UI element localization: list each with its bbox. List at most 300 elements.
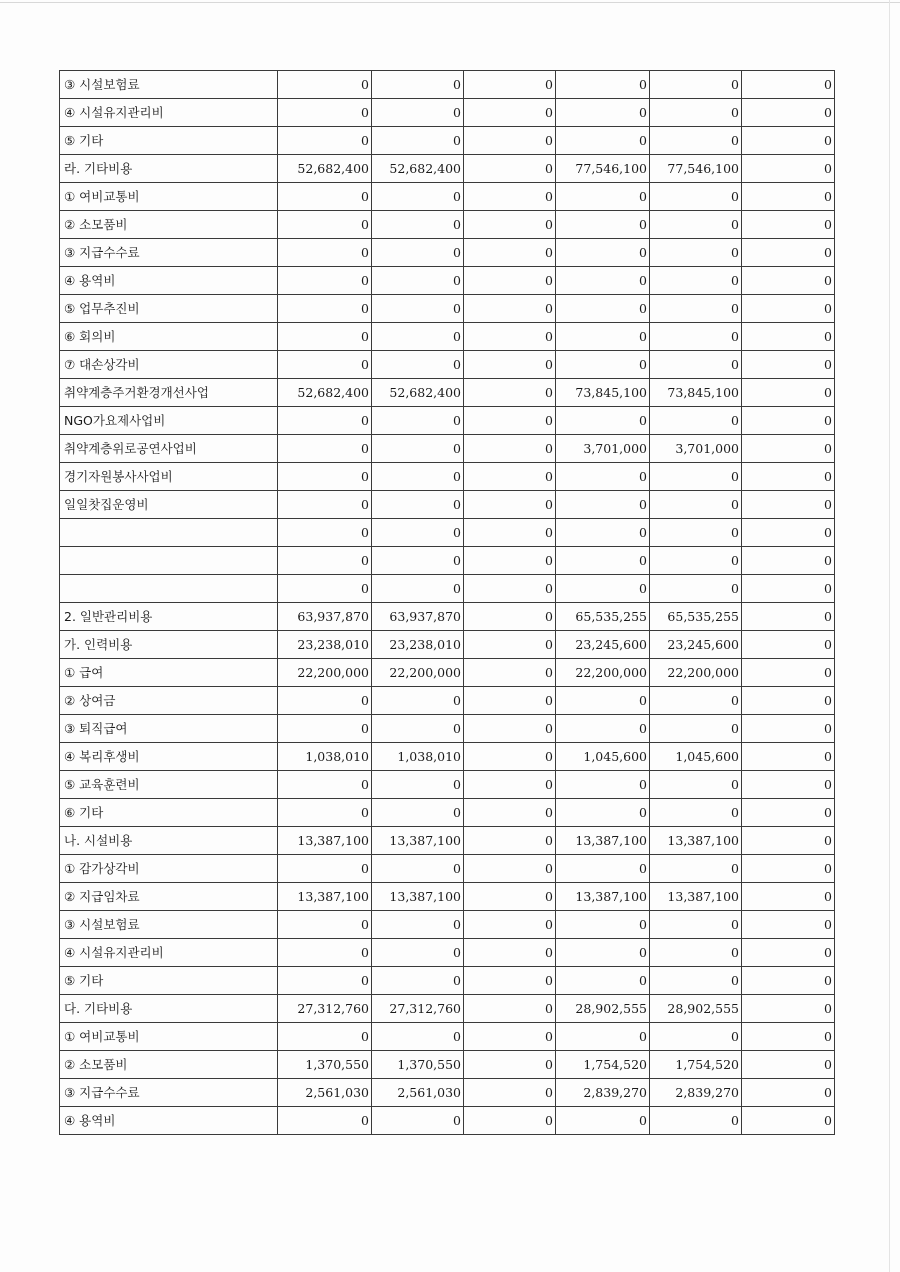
table-row (60, 295, 835, 323)
amount-cell-col-6: 0 (742, 855, 835, 883)
table-row (60, 603, 835, 631)
amount-cell-col-3: 0 (464, 267, 556, 295)
amount-cell-col-3: 0 (464, 351, 556, 379)
table-row (60, 687, 835, 715)
amount-cell-col-3: 0 (464, 827, 556, 855)
amount-cell-col-2: 0 (372, 323, 464, 351)
row-label: ③ 지급수수료 (60, 239, 278, 267)
amount-cell-col-3: 0 (464, 463, 556, 491)
row-label: ⑤ 기타 (60, 967, 278, 995)
row-label: ① 여비교통비 (60, 183, 278, 211)
table-row (60, 463, 835, 491)
amount-cell-col-1: 0 (278, 967, 372, 995)
amount-cell-col-4: 0 (556, 407, 650, 435)
amount-cell-col-6: 0 (742, 463, 835, 491)
amount-cell-col-4: 0 (556, 211, 650, 239)
amount-cell-col-1: 0 (278, 463, 372, 491)
table-row (60, 519, 835, 547)
amount-cell-col-2: 0 (372, 519, 464, 547)
amount-cell-col-4: 0 (556, 1107, 650, 1135)
amount-cell-col-6: 0 (742, 715, 835, 743)
amount-cell-col-4: 0 (556, 323, 650, 351)
table-row (60, 183, 835, 211)
amount-cell-col-2: 52,682,400 (372, 155, 464, 183)
amount-cell-col-2: 0 (372, 351, 464, 379)
row-label: ④ 용역비 (60, 267, 278, 295)
amount-cell-col-4: 0 (556, 1023, 650, 1051)
table-row (60, 1107, 835, 1135)
amount-cell-col-5: 77,546,100 (650, 155, 742, 183)
amount-cell-col-4: 0 (556, 295, 650, 323)
amount-cell-col-6: 0 (742, 827, 835, 855)
amount-cell-col-4: 0 (556, 687, 650, 715)
amount-cell-col-6: 0 (742, 211, 835, 239)
amount-cell-col-4: 0 (556, 267, 650, 295)
amount-cell-col-2: 0 (372, 127, 464, 155)
row-label: ④ 용역비 (60, 1107, 278, 1135)
row-label: 가. 인력비용 (60, 631, 278, 659)
amount-cell-col-3: 0 (464, 239, 556, 267)
row-label: 취약계층주거환경개선사업 (60, 379, 278, 407)
amount-cell-col-5: 0 (650, 939, 742, 967)
amount-cell-col-6: 0 (742, 1107, 835, 1135)
table-row (60, 155, 835, 183)
amount-cell-col-2: 0 (372, 687, 464, 715)
amount-cell-col-6: 0 (742, 407, 835, 435)
amount-cell-col-3: 0 (464, 99, 556, 127)
amount-cell-col-6: 0 (742, 575, 835, 603)
row-label: ⑤ 업무추진비 (60, 295, 278, 323)
amount-cell-col-4: 0 (556, 715, 650, 743)
amount-cell-col-6: 0 (742, 631, 835, 659)
amount-cell-col-1: 0 (278, 687, 372, 715)
amount-cell-col-1: 13,387,100 (278, 883, 372, 911)
amount-cell-col-3: 0 (464, 295, 556, 323)
amount-cell-col-1: 52,682,400 (278, 379, 372, 407)
amount-cell-col-3: 0 (464, 407, 556, 435)
amount-cell-col-3: 0 (464, 771, 556, 799)
amount-cell-col-4: 0 (556, 519, 650, 547)
amount-cell-col-3: 0 (464, 127, 556, 155)
row-label: ② 소모품비 (60, 211, 278, 239)
amount-cell-col-4: 0 (556, 855, 650, 883)
row-label: ⑤ 기타 (60, 127, 278, 155)
amount-cell-col-5: 0 (650, 127, 742, 155)
row-label: ⑥ 기타 (60, 799, 278, 827)
row-label (60, 519, 278, 547)
amount-cell-col-2: 1,370,550 (372, 1051, 464, 1079)
amount-cell-col-5: 0 (650, 547, 742, 575)
table-row (60, 575, 835, 603)
amount-cell-col-3: 0 (464, 939, 556, 967)
amount-cell-col-3: 0 (464, 995, 556, 1023)
table-row (60, 211, 835, 239)
amount-cell-col-1: 23,238,010 (278, 631, 372, 659)
amount-cell-col-6: 0 (742, 491, 835, 519)
row-label: 라. 기타비용 (60, 155, 278, 183)
amount-cell-col-5: 65,535,255 (650, 603, 742, 631)
amount-cell-col-2: 13,387,100 (372, 827, 464, 855)
amount-cell-col-1: 0 (278, 435, 372, 463)
table-row (60, 547, 835, 575)
amount-cell-col-2: 0 (372, 239, 464, 267)
amount-cell-col-6: 0 (742, 127, 835, 155)
amount-cell-col-3: 0 (464, 715, 556, 743)
row-label: ⑤ 교육훈련비 (60, 771, 278, 799)
amount-cell-col-5: 0 (650, 1107, 742, 1135)
amount-cell-col-6: 0 (742, 519, 835, 547)
table-row (60, 267, 835, 295)
amount-cell-col-4: 0 (556, 911, 650, 939)
amount-cell-col-4: 0 (556, 71, 650, 99)
row-label: 취약계층위로공연사업비 (60, 435, 278, 463)
row-label: NGO가요제사업비 (60, 407, 278, 435)
amount-cell-col-1: 0 (278, 491, 372, 519)
amount-cell-col-6: 0 (742, 743, 835, 771)
amount-cell-col-4: 0 (556, 239, 650, 267)
amount-cell-col-6: 0 (742, 71, 835, 99)
amount-cell-col-1: 1,038,010 (278, 743, 372, 771)
amount-cell-col-2: 0 (372, 799, 464, 827)
table-row (60, 995, 835, 1023)
table-row (60, 99, 835, 127)
amount-cell-col-1: 52,682,400 (278, 155, 372, 183)
row-label (60, 547, 278, 575)
amount-cell-col-3: 0 (464, 1023, 556, 1051)
amount-cell-col-4: 77,546,100 (556, 155, 650, 183)
amount-cell-col-2: 0 (372, 855, 464, 883)
amount-cell-col-1: 0 (278, 547, 372, 575)
amount-cell-col-5: 3,701,000 (650, 435, 742, 463)
amount-cell-col-6: 0 (742, 939, 835, 967)
row-label: 다. 기타비용 (60, 995, 278, 1023)
amount-cell-col-1: 0 (278, 127, 372, 155)
amount-cell-col-2: 0 (372, 463, 464, 491)
amount-cell-col-5: 0 (650, 463, 742, 491)
row-label: ② 소모품비 (60, 1051, 278, 1079)
row-label: ⑦ 대손상각비 (60, 351, 278, 379)
amount-cell-col-4: 0 (556, 127, 650, 155)
amount-cell-col-5: 0 (650, 239, 742, 267)
amount-cell-col-3: 0 (464, 911, 556, 939)
amount-cell-col-2: 0 (372, 771, 464, 799)
amount-cell-col-1: 0 (278, 295, 372, 323)
amount-cell-col-5: 0 (650, 1023, 742, 1051)
amount-cell-col-3: 0 (464, 967, 556, 995)
table-row (60, 1051, 835, 1079)
amount-cell-col-2: 52,682,400 (372, 379, 464, 407)
amount-cell-col-3: 0 (464, 519, 556, 547)
amount-cell-col-3: 0 (464, 659, 556, 687)
row-label: ④ 시설유지관리비 (60, 99, 278, 127)
amount-cell-col-6: 0 (742, 99, 835, 127)
amount-cell-col-3: 0 (464, 323, 556, 351)
amount-cell-col-2: 27,312,760 (372, 995, 464, 1023)
table-row (60, 883, 835, 911)
amount-cell-col-5: 0 (650, 491, 742, 519)
amount-cell-col-5: 1,045,600 (650, 743, 742, 771)
row-label: 나. 시설비용 (60, 827, 278, 855)
amount-cell-col-6: 0 (742, 183, 835, 211)
amount-cell-col-4: 23,245,600 (556, 631, 650, 659)
amount-cell-col-3: 0 (464, 211, 556, 239)
table-row (60, 71, 835, 99)
amount-cell-col-3: 0 (464, 743, 556, 771)
amount-cell-col-6: 0 (742, 323, 835, 351)
row-label: ⑥ 회의비 (60, 323, 278, 351)
amount-cell-col-2: 0 (372, 295, 464, 323)
amount-cell-col-6: 0 (742, 1051, 835, 1079)
row-label: ③ 퇴직급여 (60, 715, 278, 743)
amount-cell-col-5: 0 (650, 351, 742, 379)
table-row (60, 939, 835, 967)
amount-cell-col-5: 0 (650, 519, 742, 547)
row-label: ② 상여금 (60, 687, 278, 715)
amount-cell-col-1: 0 (278, 267, 372, 295)
amount-cell-col-2: 0 (372, 183, 464, 211)
amount-cell-col-5: 0 (650, 715, 742, 743)
table-row (60, 127, 835, 155)
amount-cell-col-3: 0 (464, 603, 556, 631)
amount-cell-col-6: 0 (742, 239, 835, 267)
amount-cell-col-5: 13,387,100 (650, 827, 742, 855)
amount-cell-col-3: 0 (464, 1107, 556, 1135)
amount-cell-col-1: 0 (278, 351, 372, 379)
amount-cell-col-6: 0 (742, 883, 835, 911)
amount-cell-col-1: 0 (278, 211, 372, 239)
amount-cell-col-4: 0 (556, 547, 650, 575)
amount-cell-col-3: 0 (464, 575, 556, 603)
table-row (60, 491, 835, 519)
amount-cell-col-2: 0 (372, 1023, 464, 1051)
amount-cell-col-4: 28,902,555 (556, 995, 650, 1023)
amount-cell-col-5: 0 (650, 323, 742, 351)
amount-cell-col-3: 0 (464, 435, 556, 463)
amount-cell-col-2: 1,038,010 (372, 743, 464, 771)
row-label: 2. 일반관리비용 (60, 603, 278, 631)
table-row (60, 771, 835, 799)
row-label: ③ 시설보험료 (60, 911, 278, 939)
row-label: ③ 지급수수료 (60, 1079, 278, 1107)
amount-cell-col-3: 0 (464, 855, 556, 883)
amount-cell-col-1: 0 (278, 323, 372, 351)
amount-cell-col-4: 0 (556, 183, 650, 211)
amount-cell-col-1: 0 (278, 939, 372, 967)
amount-cell-col-4: 0 (556, 771, 650, 799)
amount-cell-col-4: 0 (556, 939, 650, 967)
row-label: ④ 복리후생비 (60, 743, 278, 771)
table-row (60, 351, 835, 379)
amount-cell-col-2: 0 (372, 715, 464, 743)
amount-cell-col-6: 0 (742, 379, 835, 407)
scan-right-edge (889, 0, 890, 1272)
table-row (60, 855, 835, 883)
amount-cell-col-2: 0 (372, 99, 464, 127)
amount-cell-col-6: 0 (742, 295, 835, 323)
amount-cell-col-1: 13,387,100 (278, 827, 372, 855)
amount-cell-col-2: 0 (372, 547, 464, 575)
amount-cell-col-6: 0 (742, 799, 835, 827)
amount-cell-col-1: 0 (278, 911, 372, 939)
amount-cell-col-6: 0 (742, 1023, 835, 1051)
table-row (60, 827, 835, 855)
table-row (60, 407, 835, 435)
amount-cell-col-1: 0 (278, 715, 372, 743)
amount-cell-col-5: 1,754,520 (650, 1051, 742, 1079)
amount-cell-col-1: 27,312,760 (278, 995, 372, 1023)
amount-cell-col-1: 0 (278, 855, 372, 883)
amount-cell-col-3: 0 (464, 1079, 556, 1107)
row-label: 일일찻집운영비 (60, 491, 278, 519)
amount-cell-col-5: 0 (650, 211, 742, 239)
amount-cell-col-5: 0 (650, 183, 742, 211)
amount-cell-col-2: 0 (372, 71, 464, 99)
amount-cell-col-3: 0 (464, 687, 556, 715)
amount-cell-col-5: 22,200,000 (650, 659, 742, 687)
amount-cell-col-4: 3,701,000 (556, 435, 650, 463)
amount-cell-col-2: 0 (372, 939, 464, 967)
amount-cell-col-4: 65,535,255 (556, 603, 650, 631)
amount-cell-col-6: 0 (742, 547, 835, 575)
table-row (60, 631, 835, 659)
amount-cell-col-2: 0 (372, 1107, 464, 1135)
amount-cell-col-1: 0 (278, 407, 372, 435)
amount-cell-col-5: 13,387,100 (650, 883, 742, 911)
amount-cell-col-5: 0 (650, 575, 742, 603)
amount-cell-col-6: 0 (742, 603, 835, 631)
amount-cell-col-5: 0 (650, 687, 742, 715)
amount-cell-col-6: 0 (742, 995, 835, 1023)
table-row (60, 239, 835, 267)
amount-cell-col-6: 0 (742, 659, 835, 687)
amount-cell-col-1: 63,937,870 (278, 603, 372, 631)
amount-cell-col-1: 1,370,550 (278, 1051, 372, 1079)
amount-cell-col-6: 0 (742, 435, 835, 463)
amount-cell-col-5: 0 (650, 99, 742, 127)
amount-cell-col-2: 0 (372, 491, 464, 519)
amount-cell-col-6: 0 (742, 155, 835, 183)
table-row (60, 323, 835, 351)
amount-cell-col-2: 0 (372, 407, 464, 435)
amount-cell-col-5: 0 (650, 855, 742, 883)
table-row (60, 379, 835, 407)
amount-cell-col-4: 0 (556, 799, 650, 827)
amount-cell-col-1: 0 (278, 183, 372, 211)
amount-cell-col-1: 0 (278, 771, 372, 799)
row-label: ② 지급임차료 (60, 883, 278, 911)
amount-cell-col-5: 0 (650, 799, 742, 827)
amount-cell-col-2: 22,200,000 (372, 659, 464, 687)
amount-cell-col-5: 0 (650, 71, 742, 99)
amount-cell-col-6: 0 (742, 351, 835, 379)
table-row (60, 435, 835, 463)
amount-cell-col-1: 0 (278, 519, 372, 547)
amount-cell-col-2: 2,561,030 (372, 1079, 464, 1107)
amount-cell-col-4: 0 (556, 99, 650, 127)
amount-cell-col-1: 0 (278, 1107, 372, 1135)
scan-top-edge (0, 2, 900, 3)
row-label: ① 감가상각비 (60, 855, 278, 883)
amount-cell-col-1: 0 (278, 575, 372, 603)
table-row (60, 1079, 835, 1107)
ledger-body (60, 71, 835, 1135)
amount-cell-col-3: 0 (464, 155, 556, 183)
amount-cell-col-1: 0 (278, 71, 372, 99)
amount-cell-col-6: 0 (742, 771, 835, 799)
table-row (60, 1023, 835, 1051)
amount-cell-col-2: 0 (372, 435, 464, 463)
amount-cell-col-4: 1,045,600 (556, 743, 650, 771)
amount-cell-col-2: 0 (372, 575, 464, 603)
amount-cell-col-5: 28,902,555 (650, 995, 742, 1023)
amount-cell-col-2: 63,937,870 (372, 603, 464, 631)
amount-cell-col-3: 0 (464, 1051, 556, 1079)
amount-cell-col-1: 0 (278, 239, 372, 267)
amount-cell-col-3: 0 (464, 883, 556, 911)
amount-cell-col-4: 1,754,520 (556, 1051, 650, 1079)
amount-cell-col-4: 0 (556, 351, 650, 379)
table-row (60, 799, 835, 827)
expense-ledger-table (59, 70, 835, 1135)
amount-cell-col-4: 2,839,270 (556, 1079, 650, 1107)
table-row (60, 911, 835, 939)
amount-cell-col-3: 0 (464, 71, 556, 99)
amount-cell-col-2: 0 (372, 967, 464, 995)
amount-cell-col-5: 0 (650, 407, 742, 435)
amount-cell-col-1: 0 (278, 1023, 372, 1051)
amount-cell-col-6: 0 (742, 911, 835, 939)
amount-cell-col-2: 0 (372, 211, 464, 239)
row-label: ④ 시설유지관리비 (60, 939, 278, 967)
row-label (60, 575, 278, 603)
amount-cell-col-4: 73,845,100 (556, 379, 650, 407)
amount-cell-col-5: 0 (650, 771, 742, 799)
amount-cell-col-6: 0 (742, 1079, 835, 1107)
amount-cell-col-3: 0 (464, 183, 556, 211)
table-row (60, 715, 835, 743)
amount-cell-col-1: 0 (278, 99, 372, 127)
amount-cell-col-4: 0 (556, 491, 650, 519)
row-label: 경기자원봉사사업비 (60, 463, 278, 491)
row-label: ③ 시설보험료 (60, 71, 278, 99)
amount-cell-col-1: 22,200,000 (278, 659, 372, 687)
amount-cell-col-2: 0 (372, 911, 464, 939)
amount-cell-col-5: 0 (650, 911, 742, 939)
amount-cell-col-4: 0 (556, 575, 650, 603)
table-row (60, 743, 835, 771)
amount-cell-col-5: 23,245,600 (650, 631, 742, 659)
amount-cell-col-6: 0 (742, 267, 835, 295)
amount-cell-col-2: 0 (372, 267, 464, 295)
amount-cell-col-2: 23,238,010 (372, 631, 464, 659)
amount-cell-col-5: 73,845,100 (650, 379, 742, 407)
table-row (60, 659, 835, 687)
amount-cell-col-3: 0 (464, 379, 556, 407)
amount-cell-col-1: 2,561,030 (278, 1079, 372, 1107)
table-row (60, 967, 835, 995)
amount-cell-col-5: 2,839,270 (650, 1079, 742, 1107)
amount-cell-col-5: 0 (650, 967, 742, 995)
amount-cell-col-4: 0 (556, 463, 650, 491)
amount-cell-col-3: 0 (464, 547, 556, 575)
amount-cell-col-6: 0 (742, 967, 835, 995)
row-label: ① 여비교통비 (60, 1023, 278, 1051)
amount-cell-col-4: 0 (556, 967, 650, 995)
amount-cell-col-1: 0 (278, 799, 372, 827)
amount-cell-col-6: 0 (742, 687, 835, 715)
row-label: ① 급여 (60, 659, 278, 687)
amount-cell-col-3: 0 (464, 631, 556, 659)
